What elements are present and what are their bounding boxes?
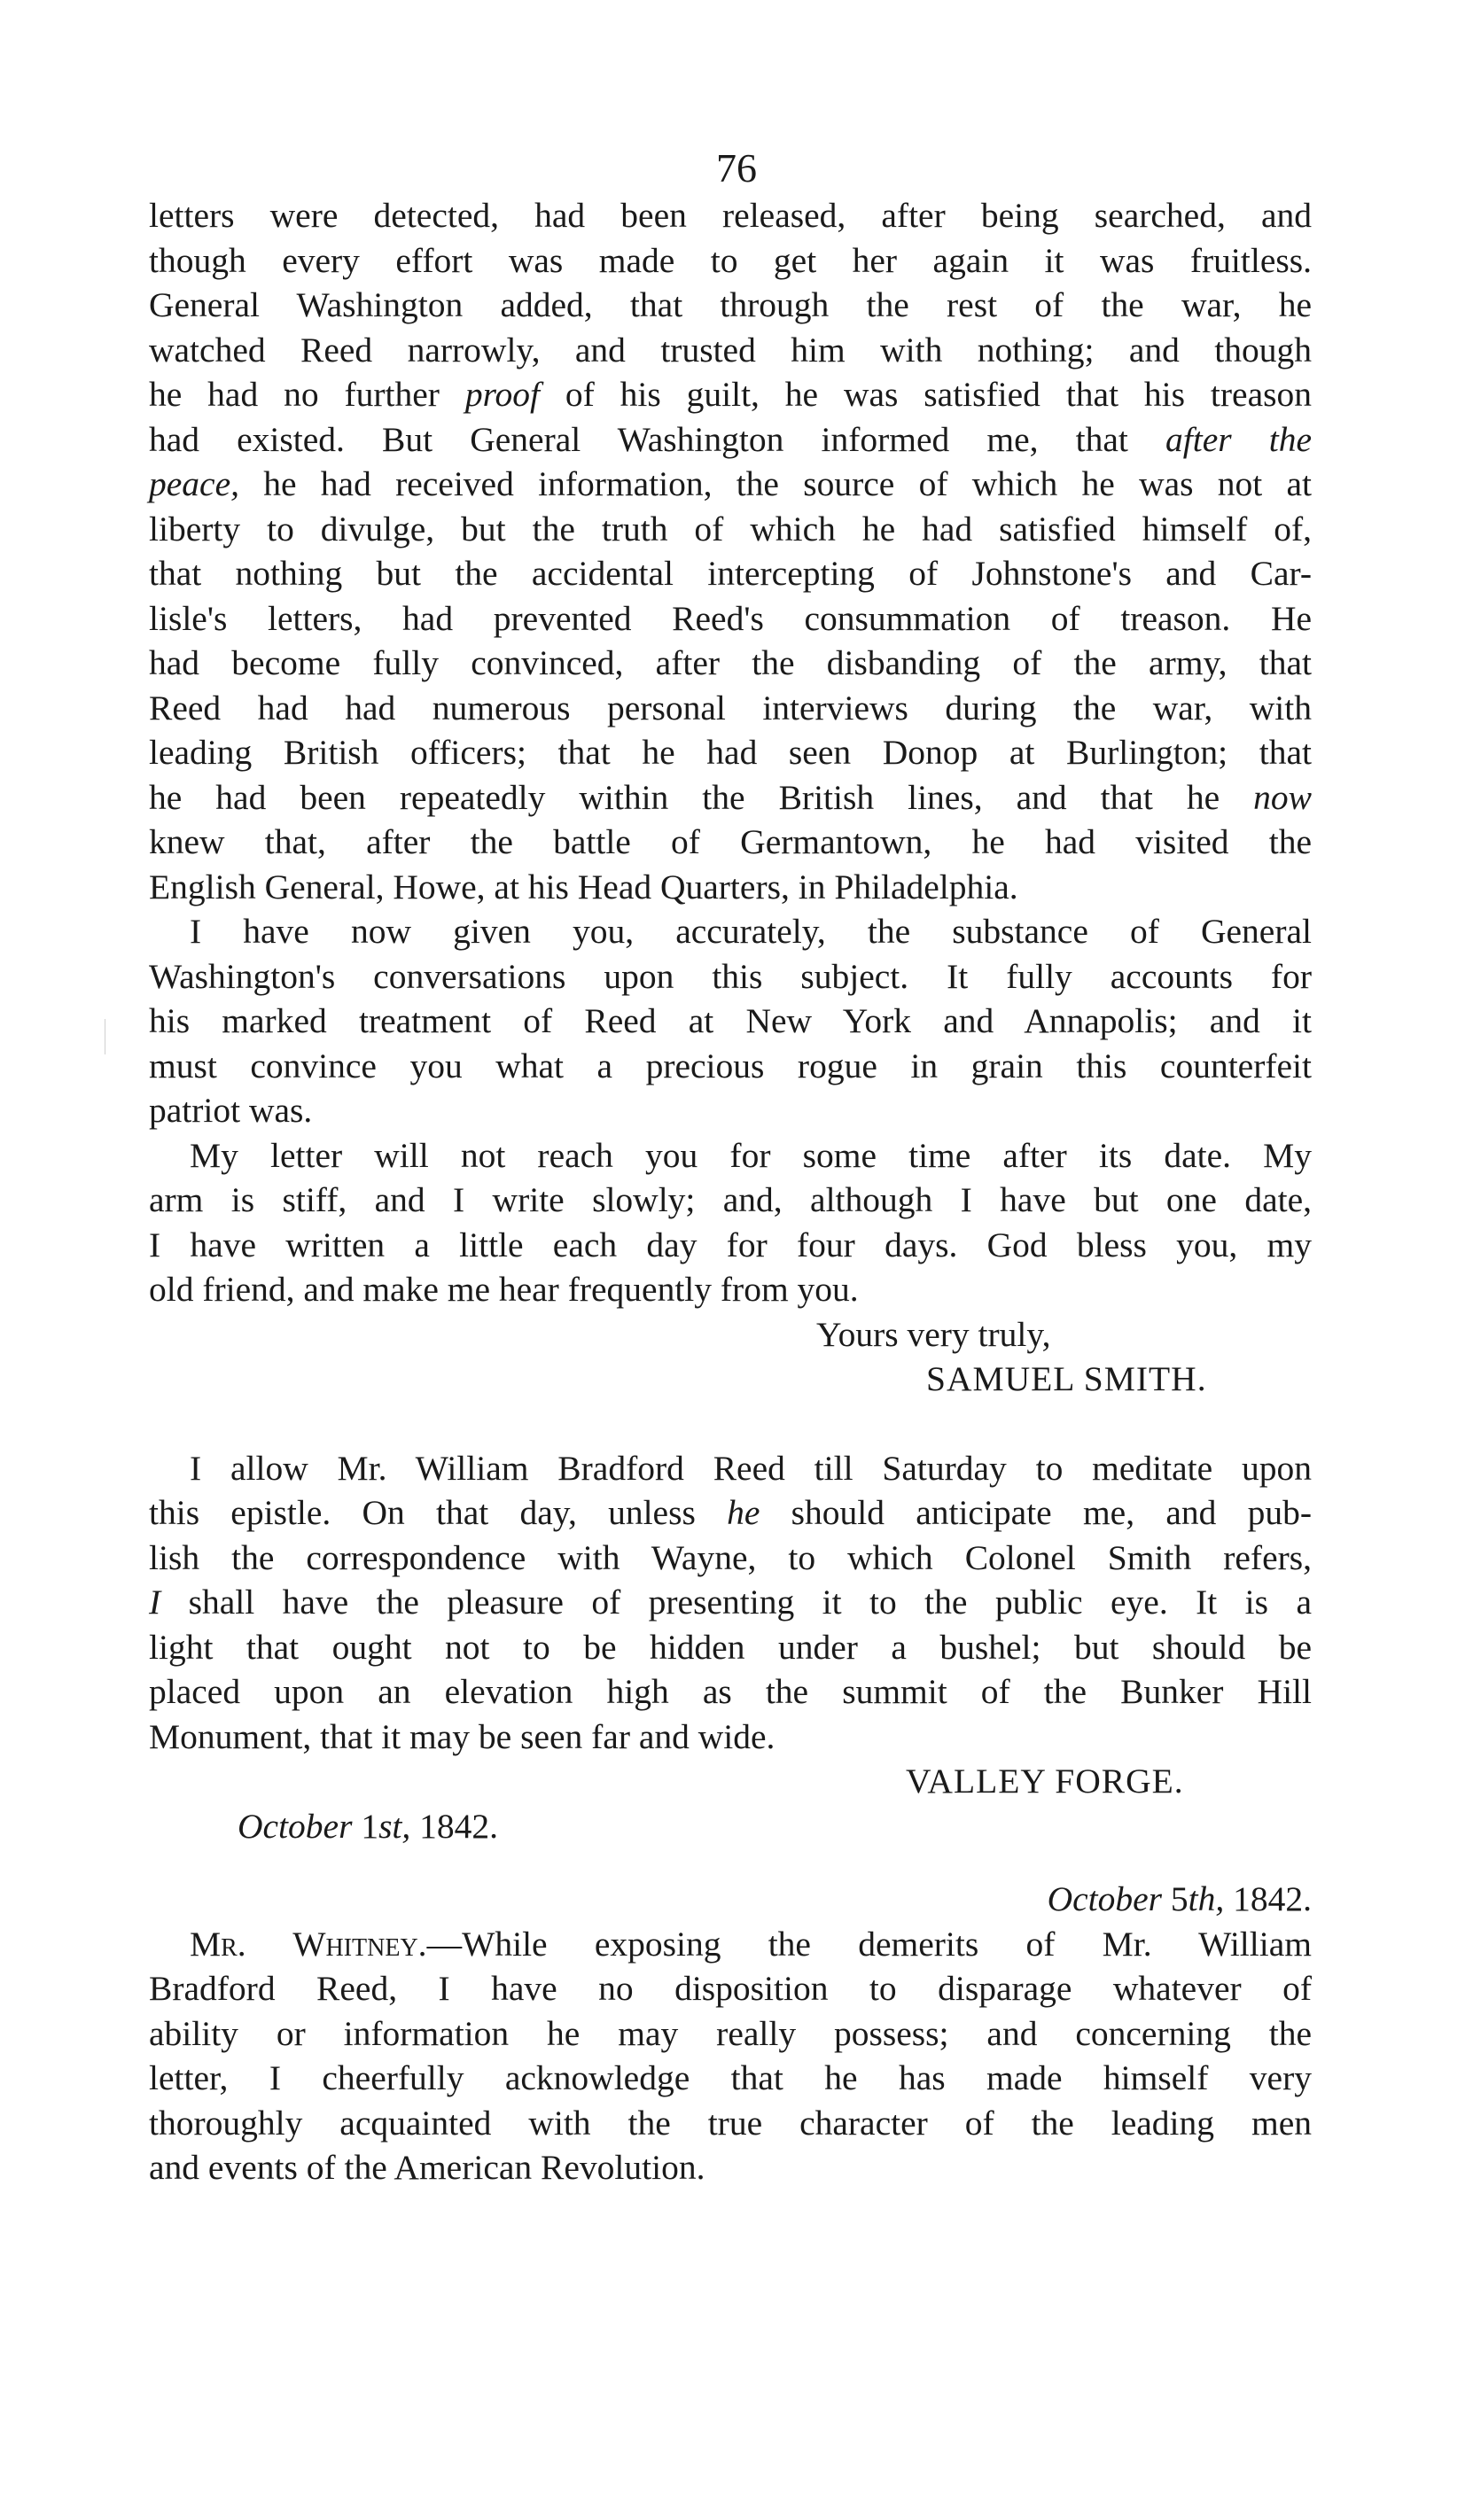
text-line: I have written a little each day for four days. God bless you, my [149,1225,1312,1264]
text-line: old friend, and make me hear frequently from you. [149,1270,859,1309]
text-line [149,1490,1312,1536]
text-line: had become fully convinced, after the disbanding of the army, that [149,643,1312,682]
italic-run: I [149,1583,161,1622]
paragraph-1 [149,193,1312,909]
text-line: liberty to divulge, but the truth of which he had satisfied himself of, [149,509,1312,548]
text-line: Bradford Reed, I have no disposition to disparage whatever of [149,1969,1312,2008]
salutation: Mr. Whitney. [190,1924,427,1964]
signature-valley-forge: VALLEY FORGE. [906,1762,1184,1801]
text-run: shall have the pleasure of presenting it to the public eye. It is a [160,1583,1312,1622]
text-line [149,417,1312,463]
date-first [149,1804,1312,1849]
text-run: he had been repeatedly within the British lines, and that he [149,777,1254,817]
spacer [149,1848,1312,1877]
text-line: My letter will not reach you for some time after its date. My [190,1135,1312,1175]
text-line: letter, I cheerfully acknowledge that he has made himself very [149,2058,1312,2097]
text-run: he had received information, the source of which he was not at [238,464,1312,503]
text-line: patriot was. [149,1091,313,1130]
italic-run: now [1253,777,1312,817]
text-run: had existed. But General Washington informed me, that [149,419,1166,459]
text-line: watched Reed narrowly, and trusted him with nothing; and though [149,330,1312,369]
text-line: light that ought not to be hidden under a bushel; but should be [149,1627,1312,1667]
text-line: lisle's letters, had prevented Reed's consummation of treason. He [149,598,1312,638]
text-line [149,372,1312,417]
paragraph-4 [149,1446,1312,1760]
text-line: must convince you what a precious rogue in grain this counterfeit [149,1046,1312,1085]
date-month: October [238,1806,353,1846]
date-second [149,1877,1312,1922]
letter-body [149,193,1312,2190]
paragraph-2 [149,909,1312,1133]
text-line: placed upon an elevation high as the summit of the Bunker Hill [149,1672,1312,1711]
text-line: Monument, that it may be seen far and wide. [149,1716,775,1756]
text-line [149,462,1312,507]
italic-run: after the [1165,419,1312,459]
italic-run: he [727,1493,760,1532]
page-number: 76 [716,145,757,191]
text-line: lish the correspondence with Wayne, to which Colonel Smith refers, [149,1537,1312,1577]
date-day: 1 [361,1806,379,1846]
text-line: leading British officers; that he had seen Donop at Burlington; that [149,733,1312,772]
text-line: his marked treatment of Reed at New York and Annapolis; and it [149,1001,1312,1040]
date-year: 1842. [1224,1879,1312,1918]
text-line: though every effort was made to get her again it was fruitless. [149,240,1312,280]
text-line: that nothing but the accidental intercepting of Johnstone's and Car- [149,554,1312,593]
date-year: 1842. [410,1806,499,1846]
text-line: ability or information he may really possess; and concerning the [149,2013,1312,2053]
paragraph-3 [149,1133,1312,1312]
date-suffix: st, [378,1806,411,1846]
text-run: should anticipate me, and pub- [760,1493,1312,1532]
text-line: Washington's conversations upon this subject. It fully accounts for [149,956,1312,996]
text-run: —While exposing the demerits of Mr. William [426,1924,1312,1964]
italic-run: proof [464,375,540,414]
signature-name: SAMUEL SMITH. [926,1359,1207,1398]
text-run: of his guilt, he was satisfied that his treason [539,375,1312,414]
text-line: and events of the American Revolution. [149,2148,705,2187]
text-line: arm is stiff, and I write slowly; and, although I have but one date, [149,1180,1312,1219]
text-line: I have now given you, accurately, the substance of General [190,912,1312,951]
text-line [149,775,1312,821]
date-month: October [1047,1879,1163,1918]
date-day: 5 [1170,1879,1189,1918]
text-run: he had no further [149,375,465,414]
text-line [149,1922,1312,1967]
text-line: letters were detected, had been released, after being searched, and [149,196,1312,235]
text-run: this epistle. On that day, unless [149,1493,728,1532]
text-line: knew that, after the battle of Germantown, he had visited the [149,822,1312,861]
date-suffix: th, [1188,1879,1225,1918]
closing-salutation: Yours very truly, [816,1314,1051,1354]
spacer [149,1402,1312,1446]
paragraph-5 [149,1922,1312,2190]
text-line: Reed had had numerous personal interviews during the war, with [149,688,1312,727]
text-line: I allow Mr. William Bradford Reed till Saturday to meditate upon [190,1448,1312,1488]
text-line: General Washington added, that through the rest of the war, he [149,285,1312,324]
text-line [149,1580,1312,1625]
text-line: English General, Howe, at his Head Quarters, in Philadelphia. [149,867,1018,906]
italic-run: peace, [149,464,239,503]
text-line: thoroughly acquainted with the true character of the leading men [149,2103,1312,2143]
